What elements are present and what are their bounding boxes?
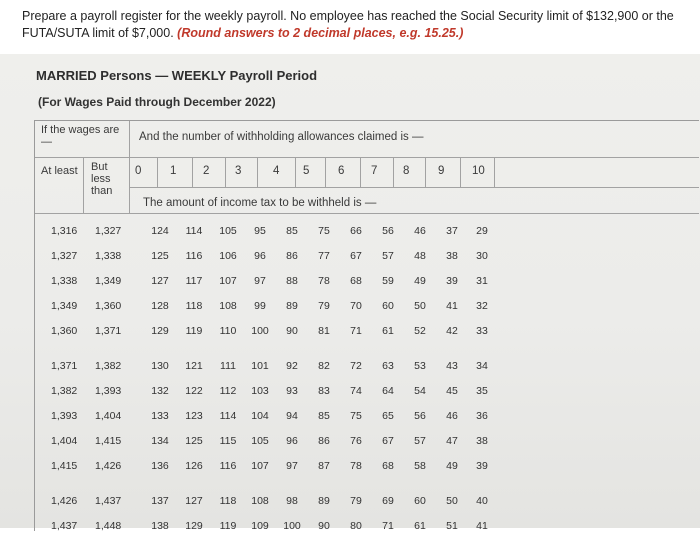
tax-value: 66 [350, 225, 362, 237]
allowance-column-divider [425, 157, 426, 187]
tax-value: 56 [382, 225, 394, 237]
tax-value: 94 [286, 410, 298, 422]
tax-value: 124 [151, 225, 169, 237]
less-than-value: 1,415 [95, 435, 122, 447]
tax-value: 60 [414, 495, 426, 507]
allowance-column-header: 9 [438, 165, 445, 177]
at-least-value: 1,393 [51, 410, 78, 422]
tax-value: 65 [382, 410, 394, 422]
tax-value: 35 [476, 385, 488, 397]
tax-value: 46 [446, 410, 458, 422]
table-row [51, 325, 691, 345]
tax-value: 61 [414, 520, 426, 532]
table-row [51, 410, 691, 430]
instruction-line-2 [22, 25, 692, 42]
tax-value: 85 [318, 410, 330, 422]
tax-value: 40 [476, 495, 488, 507]
tax-value: 71 [382, 520, 394, 532]
tax-value: 59 [382, 275, 394, 287]
tax-value: 87 [318, 460, 330, 472]
tax-value: 39 [476, 460, 488, 472]
tax-value: 85 [286, 225, 298, 237]
tax-value: 96 [286, 435, 298, 447]
table-row [51, 520, 691, 540]
tax-value: 117 [185, 275, 203, 287]
at-least-value: 1,415 [51, 460, 78, 472]
tax-value: 41 [476, 520, 488, 532]
tax-value: 30 [476, 250, 488, 262]
allowance-column-header: 0 [135, 165, 142, 177]
tax-value: 47 [446, 435, 458, 447]
tax-value: 129 [151, 325, 169, 337]
tax-value: 36 [476, 410, 488, 422]
at-least-value: 1,371 [51, 360, 78, 372]
tax-value: 96 [254, 250, 266, 262]
at-least-value: 1,349 [51, 300, 78, 312]
rounding-hint: (Round answers to 2 decimal places, e.g. 15.25.) [177, 26, 464, 40]
tax-value: 32 [476, 300, 488, 312]
table-row [51, 495, 691, 515]
at-least-value: 1,327 [51, 250, 78, 262]
table-row [51, 275, 691, 295]
allowance-column-divider [257, 157, 258, 187]
tax-value: 99 [254, 300, 266, 312]
tax-value: 69 [382, 495, 394, 507]
tax-value: 53 [414, 360, 426, 372]
tax-value: 50 [414, 300, 426, 312]
tax-value: 83 [318, 385, 330, 397]
tax-value: 119 [185, 325, 203, 337]
at-least-value: 1,338 [51, 275, 78, 287]
tax-value: 52 [414, 325, 426, 337]
less-than-value: 1,327 [95, 225, 122, 237]
tax-value: 114 [185, 225, 203, 237]
allowance-column-divider [225, 157, 226, 187]
tax-value: 60 [382, 300, 394, 312]
allowance-column-divider [325, 157, 326, 187]
tax-value: 86 [286, 250, 298, 262]
tax-value: 132 [151, 385, 169, 397]
allowance-column-divider [360, 157, 361, 187]
body-top-divider [35, 213, 699, 214]
tax-value: 79 [318, 300, 330, 312]
tax-value: 90 [318, 520, 330, 532]
tax-value: 82 [318, 360, 330, 372]
tax-value: 71 [350, 325, 362, 337]
tax-value: 54 [414, 385, 426, 397]
allowance-column-divider [192, 157, 193, 187]
allowance-column-divider [460, 157, 461, 187]
allowance-column-header: 10 [472, 165, 485, 177]
withholding-table [34, 120, 699, 531]
less-than-value: 1,349 [95, 275, 122, 287]
allowance-column-divider [393, 157, 394, 187]
wages-column-divider [129, 121, 130, 213]
tax-value: 51 [446, 520, 458, 532]
allowance-column-header: 4 [273, 165, 280, 177]
allowance-column-header: 2 [203, 165, 210, 177]
instruction-line-1: Prepare a payroll register for the weekly payroll. No employee has reached the Social Security limit of $132,900 or the [22, 9, 674, 23]
less-than-value: 1,448 [95, 520, 122, 532]
table-row [51, 225, 691, 245]
less-than-value: 1,338 [95, 250, 122, 262]
allowance-column-header: 7 [371, 165, 378, 177]
tax-value: 123 [185, 410, 203, 422]
tax-value: 109 [251, 520, 269, 532]
tax-value: 64 [382, 385, 394, 397]
tax-value: 97 [286, 460, 298, 472]
tax-value: 75 [318, 225, 330, 237]
tax-value: 93 [286, 385, 298, 397]
tax-value: 39 [446, 275, 458, 287]
tax-value: 137 [151, 495, 169, 507]
tax-value: 127 [151, 275, 169, 287]
tax-value: 75 [350, 410, 362, 422]
tax-value: 125 [185, 435, 203, 447]
allowance-column-header: 3 [235, 165, 242, 177]
allowance-column-header: 6 [338, 165, 345, 177]
table-subtitle: (For Wages Paid through December 2022) [38, 95, 276, 109]
tax-value: 110 [219, 325, 237, 337]
tax-value: 41 [446, 300, 458, 312]
problem-instructions [22, 8, 692, 42]
tax-value: 111 [220, 360, 236, 372]
tax-value: 33 [476, 325, 488, 337]
less-than-value: 1,382 [95, 360, 122, 372]
tax-value: 42 [446, 325, 458, 337]
allowance-column-divider [157, 157, 158, 187]
tax-value: 108 [251, 495, 269, 507]
tax-value: 97 [254, 275, 266, 287]
tax-value: 68 [350, 275, 362, 287]
tax-value: 88 [286, 275, 298, 287]
table-row [51, 385, 691, 405]
table-row [51, 460, 691, 480]
tax-value: 80 [350, 520, 362, 532]
tax-value: 106 [219, 250, 237, 262]
tax-value: 45 [446, 385, 458, 397]
tax-value: 78 [350, 460, 362, 472]
tax-value: 61 [382, 325, 394, 337]
tax-value: 81 [318, 325, 330, 337]
tax-value: 134 [151, 435, 169, 447]
tax-value: 121 [185, 360, 203, 372]
at-least-value: 1,437 [51, 520, 78, 532]
tax-value: 76 [350, 435, 362, 447]
tax-value: 78 [318, 275, 330, 287]
tax-value: 29 [476, 225, 488, 237]
tax-value: 72 [350, 360, 362, 372]
tax-value: 127 [185, 495, 203, 507]
tax-value: 129 [185, 520, 203, 532]
tax-value: 108 [219, 300, 237, 312]
table-row [51, 300, 691, 320]
tax-value: 119 [219, 520, 237, 532]
tax-caption: The amount of income tax to be withheld is — [143, 197, 377, 209]
less-than-value: 1,371 [95, 325, 122, 337]
tax-value: 63 [382, 360, 394, 372]
tax-value: 115 [219, 435, 237, 447]
allowance-row-divider [129, 187, 699, 188]
tax-value: 116 [219, 460, 237, 472]
tax-value: 57 [382, 250, 394, 262]
at-least-header: At least [41, 165, 78, 177]
allowance-column-header: 1 [170, 165, 177, 177]
tax-value: 118 [219, 495, 237, 507]
tax-value: 128 [151, 300, 169, 312]
tax-value: 116 [185, 250, 203, 262]
tax-value: 107 [219, 275, 237, 287]
at-least-value: 1,316 [51, 225, 78, 237]
at-least-value: 1,404 [51, 435, 78, 447]
tax-value: 74 [350, 385, 362, 397]
tax-value: 122 [185, 385, 203, 397]
tax-value: 103 [251, 385, 269, 397]
tax-value: 130 [151, 360, 169, 372]
allowance-column-divider [295, 157, 296, 187]
tax-value: 89 [318, 495, 330, 507]
tax-value: 50 [446, 495, 458, 507]
table-row [51, 250, 691, 270]
tax-value: 100 [251, 325, 269, 337]
tax-value: 77 [318, 250, 330, 262]
tax-value: 125 [151, 250, 169, 262]
tax-value: 133 [151, 410, 169, 422]
table-row [51, 435, 691, 455]
tax-value: 38 [446, 250, 458, 262]
tax-value: 138 [151, 520, 169, 532]
tax-value: 107 [251, 460, 269, 472]
tax-value: 105 [251, 435, 269, 447]
tax-value: 100 [283, 520, 301, 532]
tax-value: 92 [286, 360, 298, 372]
header-divider [35, 157, 699, 158]
tax-value: 98 [286, 495, 298, 507]
tax-value: 34 [476, 360, 488, 372]
wages-header: If the wages are — [41, 124, 120, 148]
tax-value: 31 [476, 275, 488, 287]
tax-value: 57 [414, 435, 426, 447]
tax-value: 136 [151, 460, 169, 472]
tax-value: 114 [219, 410, 237, 422]
tax-value: 67 [382, 435, 394, 447]
tax-value: 37 [446, 225, 458, 237]
at-least-divider [83, 157, 84, 213]
tax-value: 89 [286, 300, 298, 312]
tax-value: 105 [219, 225, 237, 237]
table-row [51, 360, 691, 380]
less-than-value: 1,404 [95, 410, 122, 422]
tax-value: 56 [414, 410, 426, 422]
tax-value: 95 [254, 225, 266, 237]
less-than-value: 1,437 [95, 495, 122, 507]
instruction-text: FUTA/SUTA limit of $7,000. [22, 26, 174, 40]
tax-value: 112 [219, 385, 237, 397]
at-least-value: 1,360 [51, 325, 78, 337]
allowance-column-divider [494, 157, 495, 187]
tax-value: 43 [446, 360, 458, 372]
allowance-column-header: 5 [303, 165, 310, 177]
tax-value: 101 [251, 360, 269, 372]
tax-table-photo [0, 54, 700, 532]
tax-value: 48 [414, 250, 426, 262]
tax-value: 70 [350, 300, 362, 312]
tax-value: 118 [185, 300, 203, 312]
at-least-value: 1,382 [51, 385, 78, 397]
tax-value: 79 [350, 495, 362, 507]
tax-value: 58 [414, 460, 426, 472]
table-title: MARRIED Persons — WEEKLY Payroll Period [36, 68, 318, 83]
less-than-header: But less than [91, 161, 113, 197]
allowance-column-header: 8 [403, 165, 410, 177]
allowances-header: And the number of withholding allowances claimed is — [139, 131, 424, 143]
less-than-value: 1,360 [95, 300, 122, 312]
tax-value: 126 [185, 460, 203, 472]
tax-value: 68 [382, 460, 394, 472]
less-than-value: 1,426 [95, 460, 122, 472]
at-least-value: 1,426 [51, 495, 78, 507]
tax-value: 67 [350, 250, 362, 262]
tax-value: 104 [251, 410, 269, 422]
tax-value: 86 [318, 435, 330, 447]
tax-value: 49 [446, 460, 458, 472]
less-than-value: 1,393 [95, 385, 122, 397]
tax-value: 49 [414, 275, 426, 287]
tax-value: 38 [476, 435, 488, 447]
tax-value: 46 [414, 225, 426, 237]
tax-value: 90 [286, 325, 298, 337]
